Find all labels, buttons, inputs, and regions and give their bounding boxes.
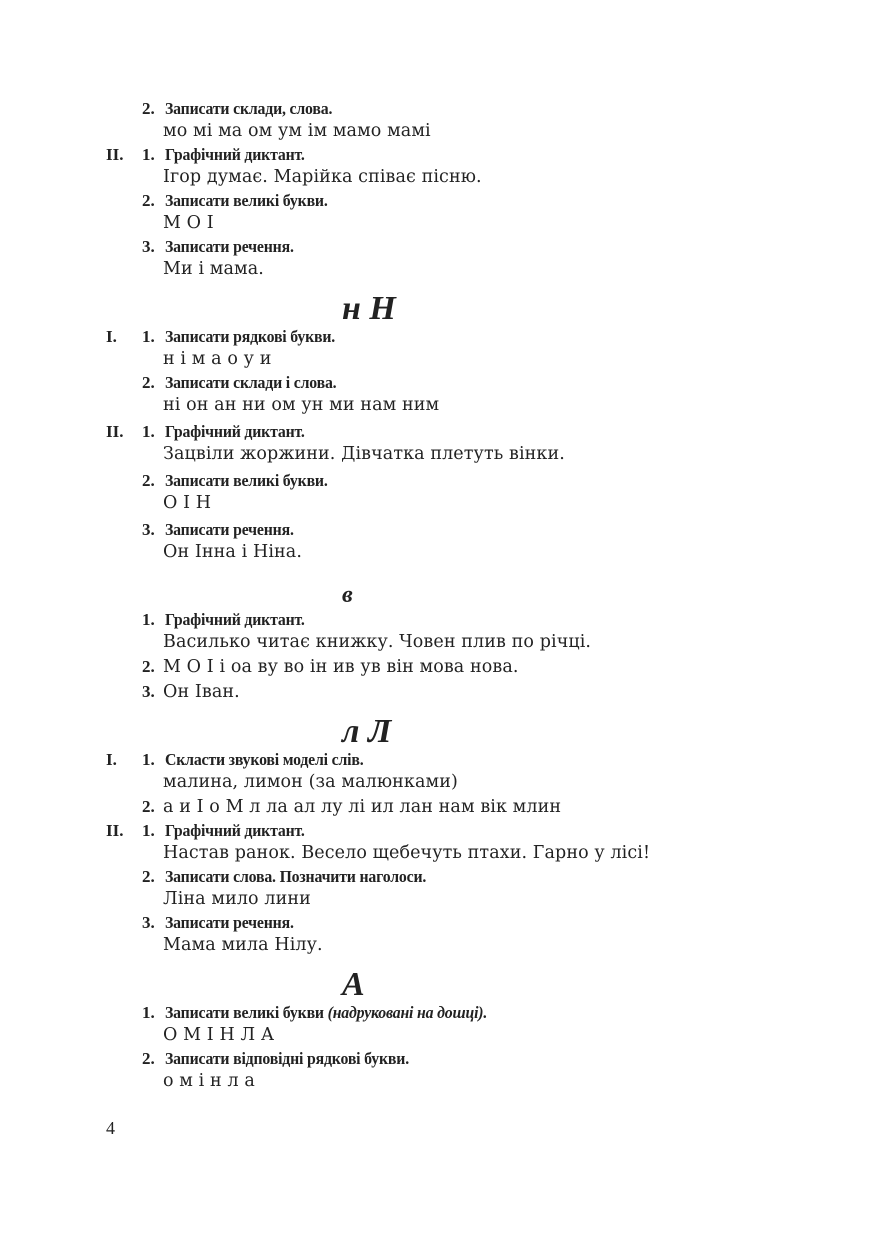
task-number: 2. [142,191,155,210]
task-body: О М І Н Л А [163,1025,275,1045]
task-body: малина, лимон (за малюнками) [163,772,458,792]
task-number: 2. [142,797,155,816]
task-heading: Графічний диктант. [165,422,305,441]
task-heading: Записати слова. Позначити наголоси. [165,867,427,886]
task-number: 1. [142,610,155,629]
task-body: Ігор думає. Марійка співає пісню. [163,167,482,187]
task-body: О І Н [163,493,212,513]
roman-numeral: I. [106,327,117,346]
task-number: 2. [142,471,155,490]
task-heading: Записати великі букви. [165,471,328,490]
task-body: Настав ранок. Весело щебечуть птахи. Гарно у лісі! [163,843,651,863]
task-body: Мама мила Нілу. [163,935,323,955]
task-heading: Графічний диктант. [165,145,305,164]
task-number: 1. [142,821,155,840]
section-title: в [342,582,353,608]
roman-numeral: I. [106,750,117,769]
roman-numeral: II. [106,145,124,164]
task-body: а и І о М л ла ал лу лі ил лан нам вік млин [163,797,562,817]
task-number: 3. [142,913,155,932]
roman-numeral: II. [106,821,124,840]
task-heading [165,1003,487,1023]
task-number: 3. [142,520,155,539]
task-number: 3. [142,682,155,701]
task-body: н і м а о у и [163,349,272,369]
task-heading: Скласти звукові моделі слів. [165,750,364,769]
task-body: Он Іван. [163,682,240,702]
task-number: 2. [142,867,155,886]
task-heading: Записати речення. [165,237,294,256]
task-heading: Записати речення. [165,913,294,932]
task-body: М О І і оа ву во ін ив ув він мова нова. [163,657,519,677]
task-number: 2. [142,1049,155,1068]
task-heading: Записати склади і слова. [165,373,337,392]
task-body: Ліна мило лини [163,889,311,909]
task-heading: Записати рядкові букви. [165,327,336,346]
section-title: А [342,966,365,1003]
task-heading: Графічний диктант. [165,821,305,840]
task-number: 1. [142,145,155,164]
page-number: 4 [106,1118,115,1138]
task-number: 1. [142,422,155,441]
task-number: 1. [142,750,155,769]
task-body: ні он ан ни ом ун ми нам ним [163,395,440,415]
task-heading-note: (надруковані на дошці). [327,1003,488,1022]
task-body: Ми і мама. [163,259,264,279]
task-body: М О І [163,213,214,233]
task-heading: Графічний диктант. [165,610,305,629]
task-heading-text: Записати великі букви [165,1003,324,1022]
task-body: Василько читає книжку. Човен плив по річці. [163,632,592,652]
task-heading: Записати відповідні рядкові букви. [165,1049,409,1068]
task-body: Зацвіли жоржини. Дівчатка плетуть вінки. [163,444,565,464]
task-number: 1. [142,1003,155,1022]
task-number: 3. [142,237,155,256]
task-number: 1. [142,327,155,346]
section-title: н Н [342,290,396,327]
task-number: 2. [142,373,155,392]
task-number: 2. [142,657,155,676]
task-heading: Записати склади, слова. [165,99,333,118]
roman-numeral: II. [106,422,124,441]
task-number: 2. [142,99,155,118]
task-body: о м і н л а [163,1071,255,1091]
task-heading: Записати великі букви. [165,191,328,210]
task-body: мо мі ма ом ум ім мамо мамі [163,121,431,141]
task-heading: Записати речення. [165,520,294,539]
task-body: Он Інна і Ніна. [163,542,302,562]
section-title: л Л [342,713,392,750]
